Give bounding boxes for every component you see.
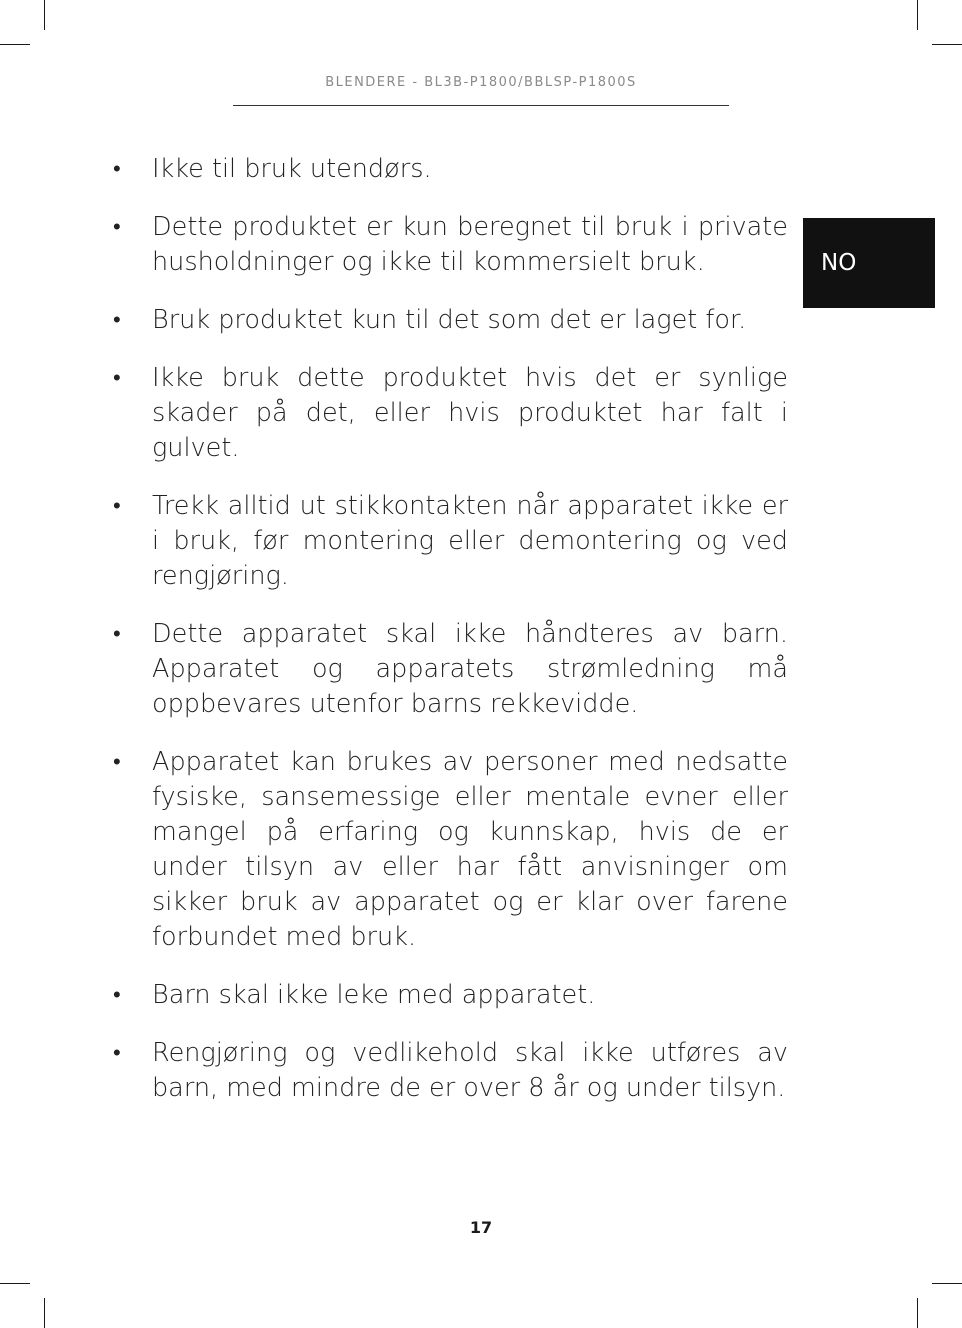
header-divider [233, 105, 729, 106]
bullet-icon: • [113, 494, 121, 519]
list-item-text: Ikke bruk dette produktet hvis det er synlige skader på det, eller hvis produktet har falt i gulvet. [152, 363, 788, 463]
bullet-icon: • [113, 983, 121, 1008]
bullet-icon: • [113, 1041, 121, 1066]
bullet-icon: • [113, 750, 121, 775]
list-item [113, 303, 788, 338]
crop-mark [932, 44, 962, 45]
list-item-text: Dette apparatet skal ikke håndteres av barn. Apparatet og apparatets strømledning må oppbevares utenfor barns rekkevidde. [152, 619, 788, 719]
list-item [113, 745, 788, 955]
bullet-icon: • [113, 622, 121, 647]
list-item-text: Trekk alltid ut stikkontakten når apparatet ikke er i bruk, før montering eller demontering og ved rengjøring. [152, 491, 788, 591]
safety-instructions-list [113, 152, 788, 1129]
bullet-icon: • [113, 366, 121, 391]
crop-mark [0, 44, 30, 45]
list-item [113, 978, 788, 1013]
language-tab-label: NO [821, 250, 857, 276]
list-item-text: Rengjøring og vedlikehold skal ikke utføres av barn, med mindre de er over 8 år og under tilsyn. [152, 1038, 788, 1103]
crop-mark [917, 1298, 918, 1328]
bullet-icon: • [113, 308, 121, 333]
list-item-text: Bruk produktet kun til det som det er laget for. [152, 305, 747, 335]
list-item [113, 210, 788, 280]
crop-mark [932, 1283, 962, 1284]
list-item [113, 1036, 788, 1106]
list-item [113, 152, 788, 187]
language-tab [803, 218, 935, 308]
crop-mark [44, 0, 45, 30]
bullet-icon: • [113, 157, 121, 182]
list-item-text: Apparatet kan brukes av personer med nedsatte fysiske, sansemessige eller mentale evner eller mangel på erfaring og kunnskap, hvis de er under tilsyn av eller har fått anvisninger om sikker bruk av apparatet og er klar over farene forbundet med bruk. [152, 747, 788, 952]
list-item [113, 617, 788, 722]
list-item [113, 489, 788, 594]
bullet-icon: • [113, 215, 121, 240]
list-item-text: Dette produktet er kun beregnet til bruk i private husholdninger og ikke til kommersielt bruk. [152, 212, 788, 277]
page-header: BLENDERE - BL3B-P1800/BBLSP-P1800S [325, 75, 637, 90]
list-item [113, 361, 788, 466]
list-item-text: Ikke til bruk utendørs. [152, 154, 432, 184]
crop-mark [44, 1298, 45, 1328]
page-number: 17 [469, 1218, 493, 1237]
crop-mark [917, 0, 918, 30]
list-item-text: Barn skal ikke leke med apparatet. [152, 980, 596, 1010]
crop-mark [0, 1283, 30, 1284]
